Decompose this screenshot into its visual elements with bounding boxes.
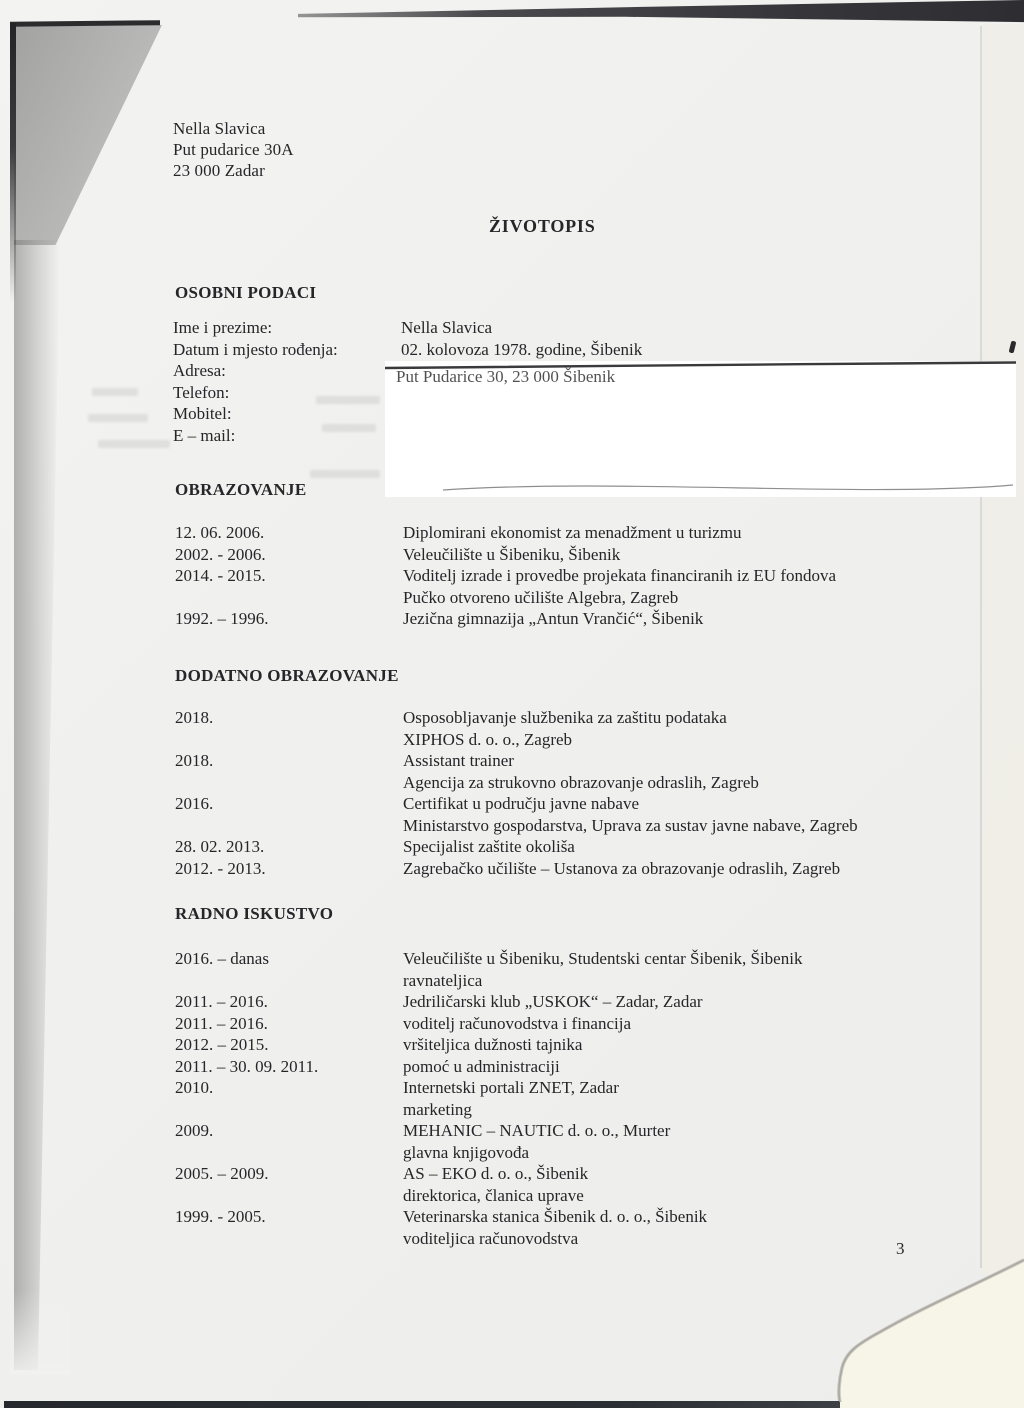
entry-text-or-value: ravnateljica: [403, 970, 483, 990]
entry-date-or-label: [175, 1099, 403, 1121]
address-line: Nella Slavica: [173, 119, 266, 138]
entry-date-or-label: 2014. - 2015.: [175, 566, 266, 585]
scan-artifact-top-edge: [298, 0, 1024, 24]
entry-text-or-value: voditelj računovodstva i financija: [403, 1013, 632, 1033]
entry-text-or-value: Specijalist zaštite okoliša: [403, 837, 575, 856]
entry-row: [175, 1120, 1020, 1142]
redaction-patch: [385, 361, 1016, 497]
entry-row: [175, 544, 1015, 566]
entry-row: [175, 565, 1015, 587]
entry-date-or-label: 2002. - 2006.: [175, 544, 266, 564]
entry-text-or-value: Internetski portali ZNET, Zadar: [403, 1078, 619, 1097]
scan-shadow-top-left: [14, 25, 162, 245]
entry-row: [175, 1034, 1020, 1056]
entry-row: [173, 339, 1013, 361]
entry-text-or-value: marketing: [403, 1099, 472, 1119]
sender-address-block: [173, 118, 294, 181]
entry-row: [175, 587, 1015, 609]
entry-date-or-label: 2018.: [175, 751, 214, 770]
entry-text-or-value: Agencija za strukovno obrazovanje odraslih, Zagreb: [403, 772, 759, 792]
page-number: 3: [896, 1239, 905, 1258]
scan-shadow-left-strip: [14, 240, 60, 1370]
bleed-through-mark: [310, 470, 380, 478]
entry-date-or-label: 28. 02. 2013.: [175, 837, 265, 856]
scan-artifact-left-vertical-line: [10, 23, 16, 303]
entry-row: [175, 772, 1020, 794]
entry-text-or-value: glavna knjigovođa: [403, 1142, 530, 1162]
bleed-through-mark: [88, 414, 148, 422]
scan-shadow-left-fade: [10, 1290, 70, 1375]
entry-date-or-label: [175, 1228, 403, 1250]
entry-text-or-value: Zagrebačko učilište – Ustanova za obrazovanje odraslih, Zagreb: [403, 858, 841, 878]
entry-date-or-label: Mobitel:: [173, 404, 232, 423]
entry-text-or-value: Assistant trainer: [403, 751, 514, 770]
entry-row: [175, 1185, 1020, 1207]
entry-row: [175, 793, 1020, 815]
entry-date-or-label: [175, 1142, 403, 1164]
entry-date-or-label: 1992. – 1996.: [175, 609, 269, 628]
entry-row: [175, 858, 1020, 880]
entry-date-or-label: [175, 729, 403, 751]
entry-row: [175, 608, 1015, 630]
entry-date-or-label: 2016. – danas: [175, 949, 269, 968]
entry-text-or-value: Pučko otvoreno učilište Algebra, Zagreb: [403, 587, 679, 607]
entry-text-or-value: Ministarstvo gospodarstva, Uprava za sustav javne nabave, Zagreb: [403, 815, 858, 835]
entry-row: [175, 750, 1020, 772]
entry-text-or-value: Jedriličarski klub „USKOK“ – Zadar, Zadar: [403, 992, 703, 1011]
entry-date-or-label: 2010.: [175, 1078, 214, 1097]
entry-row: [175, 948, 1020, 970]
section-heading-education: OBRAZOVANJE: [175, 480, 307, 499]
entry-row: [175, 815, 1020, 837]
entry-text-or-value: MEHANIC – NAUTIC d. o. o., Murter: [403, 1121, 671, 1140]
entry-row: [175, 836, 1020, 858]
entry-text-or-value: Veleučilište u Šibeniku, Studentski centar Šibenik, Šibenik: [403, 949, 803, 968]
entry-date-or-label: [175, 815, 403, 837]
bleed-through-mark: [92, 388, 138, 396]
entry-text-or-value: 02. kolovoza 1978. godine, Šibenik: [401, 339, 643, 359]
entry-row: [175, 1099, 1020, 1121]
entry-date-or-label: [175, 970, 403, 992]
entry-text-or-value: vršiteljica dužnosti tajnika: [403, 1035, 583, 1054]
entry-date-or-label: 2005. – 2009.: [175, 1164, 269, 1183]
entry-date-or-label: [175, 772, 403, 794]
entry-date-or-label: 2012. – 2015.: [175, 1035, 269, 1054]
covered-text-letter-tops: Put Pudarice 30, 23 000 Šibenik: [396, 367, 616, 386]
entry-row: [175, 522, 1015, 544]
entry-text-or-value: Veleučilište u Šibeniku, Šibenik: [403, 544, 621, 564]
entry-date-or-label: [175, 1185, 403, 1207]
entry-text-or-value: voditeljica računovodstva: [403, 1228, 579, 1248]
additional-education-rows: [175, 707, 1020, 879]
entry-text-or-value: Jezična gimnazija „Antun Vrančić“, Šibenik: [403, 609, 704, 628]
work-experience-rows: [175, 948, 1020, 1249]
entry-date-or-label: E – mail:: [173, 425, 236, 445]
redaction-bottom-paper-edge: [385, 481, 1016, 495]
address-line: Put pudarice 30A: [173, 140, 294, 159]
entry-date-or-label: Ime i prezime:: [173, 318, 273, 337]
entry-text-or-value: AS – EKO d. o. o., Šibenik: [403, 1164, 589, 1183]
entry-date-or-label: 2011. – 2016.: [175, 1013, 268, 1033]
entry-date-or-label: 1999. - 2005.: [175, 1207, 266, 1226]
section-heading-additional-education: DODATNO OBRAZOVANJE: [175, 666, 399, 685]
entry-text-or-value: Voditelj izrade i provedbe projekata financiranih iz EU fondova: [403, 566, 837, 585]
entry-row: [175, 991, 1020, 1013]
entry-text-or-value: Osposobljavanje službenika za zaštitu podataka: [403, 708, 727, 727]
entry-date-or-label: Adresa:: [173, 361, 226, 380]
section-heading-personal: OSOBNI PODACI: [175, 283, 317, 302]
folded-corner-bottom-right: [818, 1246, 1024, 1408]
education-rows: [175, 522, 1015, 630]
entry-row: [175, 1163, 1020, 1185]
entry-text-or-value: Nella Slavica: [401, 318, 493, 337]
entry-text-or-value: Veterinarska stanica Šibenik d. o. o., Šibenik: [403, 1207, 708, 1226]
entry-date-or-label: 2011. – 30. 09. 2011.: [175, 1056, 319, 1076]
entry-text-or-value: Diplomirani ekonomist za menadžment u turizmu: [403, 523, 742, 542]
entry-date-or-label: 2018.: [175, 708, 214, 727]
section-heading-work-experience: RADNO ISKUSTVO: [175, 904, 334, 923]
entry-row: [175, 707, 1020, 729]
entry-row: [175, 1013, 1020, 1035]
entry-row: [175, 1056, 1020, 1078]
entry-text-or-value: XIPHOS d. o. o., Zagreb: [403, 729, 573, 749]
entry-row: [175, 970, 1020, 992]
entry-text-or-value: Certifikat u području javne nabave: [403, 794, 640, 813]
entry-text-or-value: direktorica, članica uprave: [403, 1185, 584, 1205]
entry-date-or-label: 2016.: [175, 794, 214, 813]
entry-date-or-label: Telefon:: [173, 382, 230, 402]
entry-date-or-label: [175, 587, 403, 609]
entry-row: [173, 317, 1013, 339]
document-title: ŽIVOTOPIS: [489, 216, 596, 236]
entry-row: [175, 1206, 1020, 1228]
entry-row: [175, 1077, 1020, 1099]
entry-date-or-label: 2012. - 2013.: [175, 858, 266, 878]
entry-date-or-label: 2009.: [175, 1121, 214, 1140]
address-line: 23 000 Zadar: [173, 161, 265, 180]
entry-date-or-label: Datum i mjesto rođenja:: [173, 339, 338, 359]
entry-date-or-label: 2011. – 2016.: [175, 992, 268, 1011]
bleed-through-mark: [98, 440, 170, 448]
entry-row: [175, 1142, 1020, 1164]
entry-date-or-label: 12. 06. 2006.: [175, 523, 265, 542]
entry-text-or-value: pomoć u administraciji: [403, 1056, 560, 1076]
entry-row: [175, 729, 1020, 751]
